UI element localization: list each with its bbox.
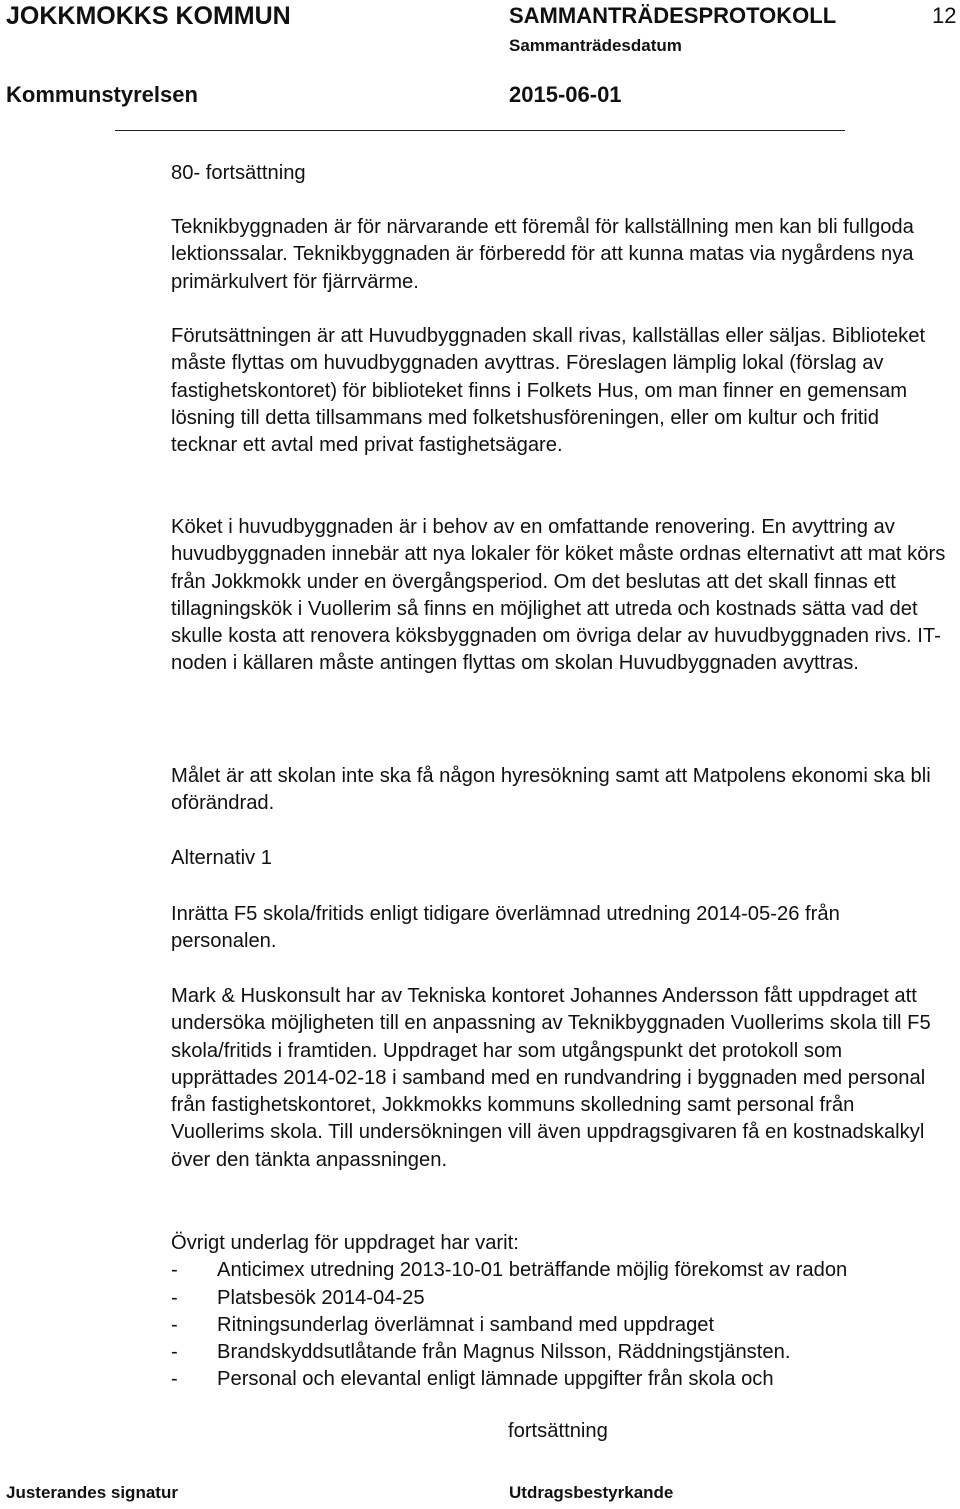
meeting-date-label: Sammanträdesdatum [509,36,682,55]
paragraph: Förutsättningen är att Huvudbyggnaden skall rivas, kallställas eller säljas. Biblioteket måste flyttas om huvudbyggnaden avyttras. Föreslagen lämplig lokal (förslag av fastighetskontoret) för biblioteket finns i Folkets Hus, om man finner en gemensam lösning till detta tillsammans med folketshusföreningen, eller om kultur och fritid tecknar ett avtal med privat fastighetsägare. [171,325,926,457]
list-intro: Övrigt underlag för uppdraget har varit: [171,1232,519,1254]
paragraph: Mark & Huskonsult har av Tekniska kontoret Johannes Andersson fått uppdraget att undersöka möjligheten till en anpassning av Teknikbyggnaden Vuollerims skola till F5 skola/fritids i framtiden. Uppdraget har som utgångspunkt det protokoll som upprättades 2014-02-18 i samband med en rundvandring i byggnaden med personal från fastighetskontoret, Jokkmokks kommuns skolledning samt personal från Vuollerims skola. Till undersökningen vill även uppdragsgivaren få en kostnadskalkyl över den tänkta anpassningen. [171,985,931,1171]
meeting-date: 2015-06-01 [509,82,622,107]
protocol-title: SAMMANTRÄDESPROTOKOLL [509,3,837,28]
list-item: - Ritningsunderlag överlämnat i samband med uppdraget [171,1313,715,1336]
municipality-name: JOKKMOKKS KOMMUN [6,2,291,30]
extract-certification-label: Utdragsbestyrkande [509,1483,674,1502]
document-list [171,1257,946,1393]
list-item: - Personal och elevantal enligt lämnade uppgifter från skola och [171,1368,774,1391]
header-divider [115,130,845,131]
list-item: - Brandskyddsutlåtande från Magnus Nilsson, Räddningstjänsten. [171,1341,791,1364]
list-item: - Anticimex utredning 2013-10-01 beträffande möjlig förekomst av radon [171,1259,848,1282]
paragraph: Köket i huvudbyggnaden är i behov av en omfattande renovering. En avyttring av huvudbyggnaden innebär att nya lokaler för köket måste ordnas elternativt att mat körs från Jokkmokk under en övergångsperiod. Om det beslutas att det skall finnas ett tillagningskök i Vuollerim så finns en möjlighet att utreda och kostnads sätta vad det skulle kosta att renovera köksbyggnaden om övriga delar av huvudbyggnaden rivs. IT-noden i källaren måste antingen flyttas om skolan Huvudbyggnaden avyttras. [171,516,946,675]
committee-name: Kommunstyrelsen [6,82,198,107]
subheading: Alternativ 1 [171,847,272,869]
paragraph: Teknikbyggnaden är för närvarande ett föremål för kallställning men kan bli fullgoda lektionssalar. Teknikbyggnaden är förberedd för att kunna matas via nygårdens nya primärkulvert för fjärrvärme. [171,216,914,293]
continuation-note: fortsättning [508,1420,608,1442]
paragraph: Inrätta F5 skola/fritids enligt tidigare överlämnad utredning 2014-05-26 från personalen. [171,903,840,953]
list-item: - Platsbesök 2014-04-25 [171,1286,425,1309]
paragraph: Målet är att skolan inte ska få någon hyresökning samt att Matpolens ekonomi ska bli oförändrad. [171,765,931,815]
section-title: 80- fortsättning [171,162,306,184]
page-number: 12 [932,3,957,28]
adjuster-signature-label: Justerandes signatur [6,1483,178,1502]
